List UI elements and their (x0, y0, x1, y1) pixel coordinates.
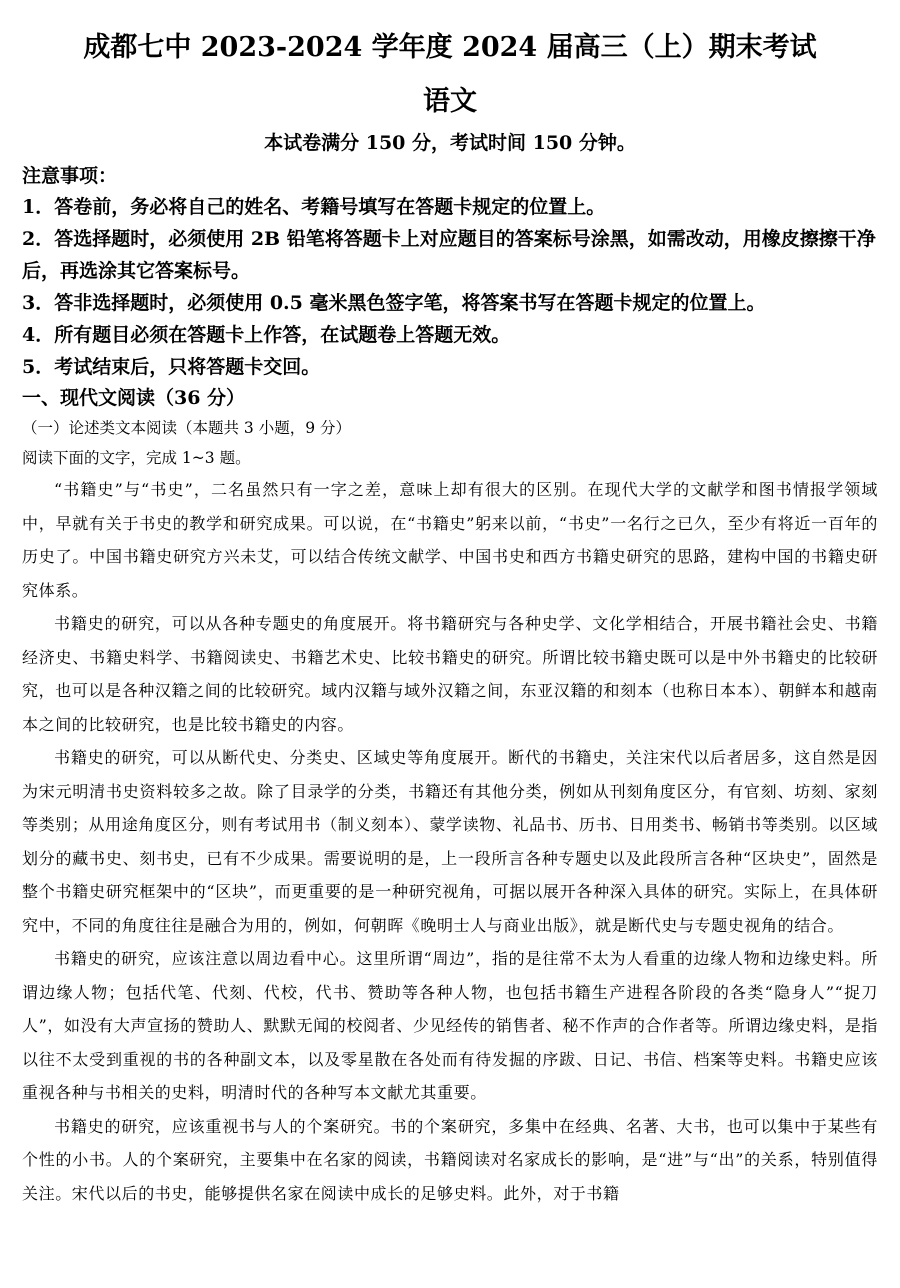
notice-item: 3．答非选择题时，必须使用 0.5 毫米黑色签字笔，将答案书写在答题卡规定的位置上。 (22, 292, 766, 314)
notice-item: 1．答卷前，务必将自己的姓名、考籍号填写在答题卡规定的位置上。 (22, 196, 606, 218)
subsection-heading: （一）论述类文本阅读（本题共 3 小题，9 分） (22, 419, 352, 437)
passage-paragraph: 书籍史的研究，可以从断代史、分类史、区域史等角度展开。断代的书籍史，关注宋代以后者居多，这自然是因为宋元明清书史资料较多之故。除了目录学的分类，书籍还有其他分类，例如从刊刻角度区分，有官刻、坊刻、家刻等类别；从用途角度区分，则有考试用书（制义刻本）、蒙学读物、礼品书、历书、日用类书、畅销书等类别。以区域划分的藏书史、刻书史，已有不少成果。需要说明的是，上一段所言各种专题史以及此段所言各种“区块史”，固然是整个书籍史研究框架中的“区块”，而更重要的是一种研究视角，可据以展开各种深入具体的研究。实际上，在具体研究中，不同的角度往往是融合为用的，例如，何朝晖《晚明士人与商业出版》，就是断代史与专题史视角的结合。 (22, 748, 878, 935)
notice-item: 5．考试结束后，只将答题卡交回。 (22, 356, 321, 378)
passage-paragraph: 书籍史的研究，应该重视书与人的个案研究。书的个案研究，多集中在经典、名著、大书，也可以集中于某些有个性的小书。人的个案研究，主要集中在名家的阅读，书籍阅读对名家成长的影响，是“进”与“出”的关系，特别值得关注。宋代以后的书史，能够提供名家在阅读中成长的足够史料。此外，对于书籍 (22, 1116, 878, 1203)
passage-paragraph: 书籍史的研究，可以从各种专题史的角度展开。将书籍研究与各种史学、文化学相结合，开展书籍社会史、书籍经济史、书籍史料学、书籍阅读史、书籍艺术史、比较书籍史的研究。所谓比较书籍史既可以是中外书籍史的比较研究，也可以是各种汉籍之间的比较研究。域内汉籍与域外汉籍之间，东亚汉籍的和刻本（也称日本本）、朝鲜本和越南本之间的比较研究，也是比较书籍史的内容。 (22, 614, 878, 734)
subject-title: 语文 (423, 86, 477, 117)
notice-item: 2．答选择题时，必须使用 2B 铅笔将答题卡上对应题目的答案标号涂黑，如需改动，用橡皮擦擦干净后，再选涂其它答案标号。 (22, 228, 876, 282)
exam-info: 本试卷满分 150 分，考试时间 150 分钟。 (264, 132, 636, 154)
notice-item: 4．所有题目必须在答题卡上作答，在试题卷上答题无效。 (22, 324, 511, 346)
notice-heading: 注意事项： (22, 165, 118, 187)
section-heading: 一、现代文阅读（36 分） (22, 387, 246, 409)
exam-title: 成都七中 2023-2024 学年度 2024 届高三（上）期末考试 (83, 32, 817, 63)
passage-paragraph: “书籍史”与“书史”，二名虽然只有一字之差，意味上却有很大的区别。在现代大学的文献学和图书情报学领域中，早就有关于书史的教学和研究成果。可以说，在“书籍史”躬来以前，“书史”一名行之已久，至少有将近一百年的历史了。中国书籍史研究方兴未艾，可以结合传统文献学、中国书史和西方书籍史研究的思路，建构中国的书籍史研究体系。 (22, 480, 878, 600)
passage-paragraph: 书籍史的研究，应该注意以周边看中心。这里所谓“周边”，指的是往常不太为人看重的边缘人物和边缘史料。所谓边缘人物；包括代笔、代刻、代校，代书、赞助等各种人物，也包括书籍生产进程各阶段的各类“隐身人”“捉刀人”，如没有大声宣扬的赞助人、默默无闻的校阅者、少见经传的销售者、秘不作声的合作者等。所谓边缘史料，是指以往不太受到重视的书的各种副文本，以及零星散在各处而有待发掘的序跋、日记、书信、档案等史料。书籍史应该重视各种与书相关的史料，明清时代的各种写本文献尤其重要。 (22, 949, 878, 1102)
reading-instruction: 阅读下面的文字，完成 1~3 题。 (22, 449, 251, 467)
